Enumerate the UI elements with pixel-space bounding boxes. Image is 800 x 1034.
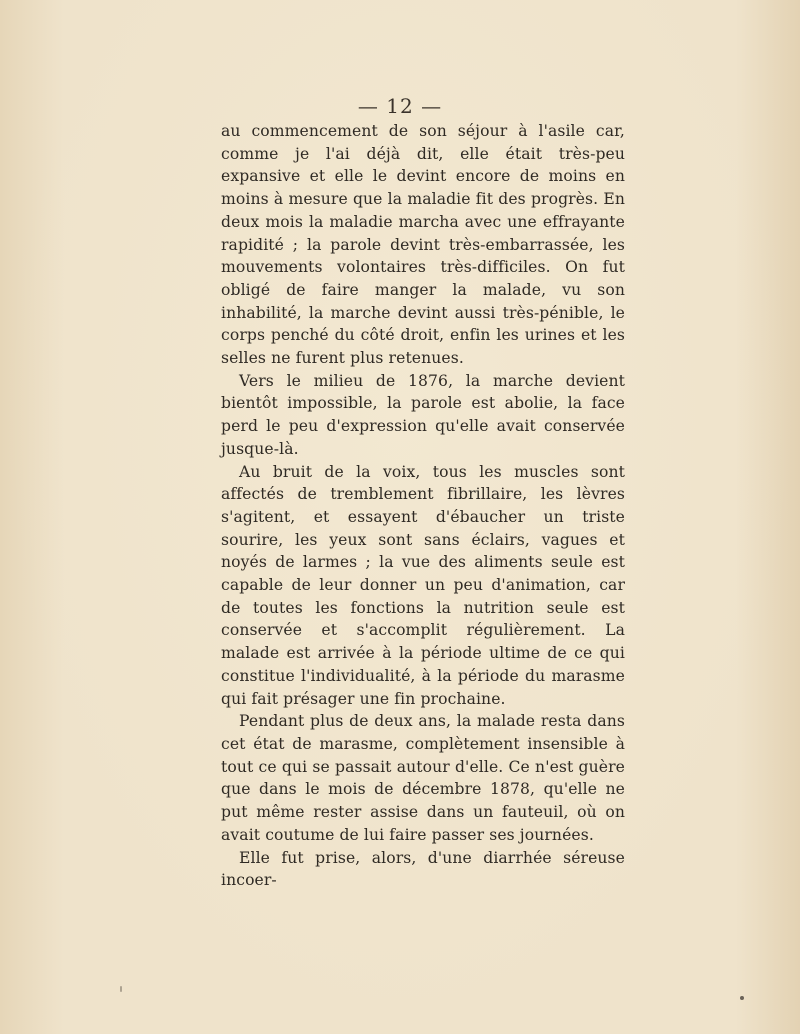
paragraph: au commencement de son séjour à l'asile car, comme je l'ai déjà dit, elle était très-peu expansive et elle le devint encore de moins en moins à mesure que la maladie fit des progrès. En deux mois la maladie marcha avec une effrayante rapidité ; la parole devint très-embarrassée, les mouvements volontaires très-difficiles. On fut obligé de faire manger la malade, vu son inhabilité, la marche devint aussi très-pénible, le corps penché du côté droit, enfin les urines et les selles ne furent plus retenues. — [221, 122, 625, 368]
paper-speck — [120, 986, 122, 992]
paragraph: Pendant plus de deux ans, la malade resta dans cet état de marasme, complètement insensible à tout ce qui se passait autour d'elle. Ce n'est guère que dans le mois de décembre 1878, qu'elle ne put même rester assise dans un fauteuil, où on avait coutume de lui faire passer ses journées. — [221, 712, 625, 844]
paragraph: Vers le milieu de 1876, la marche devient bientôt impossible, la parole est abolie, la face perd le peu d'expression qu'elle avait conservée jusque-là. — [221, 371, 625, 458]
page-number: — 12 — — [357, 94, 443, 118]
paragraph: Elle fut prise, alors, d'une diarrhée séreuse incoer- — [221, 848, 625, 890]
body-text — [221, 120, 625, 892]
paragraph: Au bruit de la voix, tous les muscles sont affectés de tremblement fibrillaire, les lèvres s'agitent, et essayent d'ébaucher un triste sourire, les yeux sont sans éclairs, vagues et noyés de larmes ; la vue des aliments seule est capable de leur donner un peu d'animation, car de toutes les fonctions la nutrition seule est conservée et s'accomplit régulièrement. La malade est arrivée à la période ultime de ce qui constitue l'individualité, à la période du marasme qui fait présager une fin prochaine. — [221, 462, 625, 708]
paper-speck — [740, 996, 744, 1000]
